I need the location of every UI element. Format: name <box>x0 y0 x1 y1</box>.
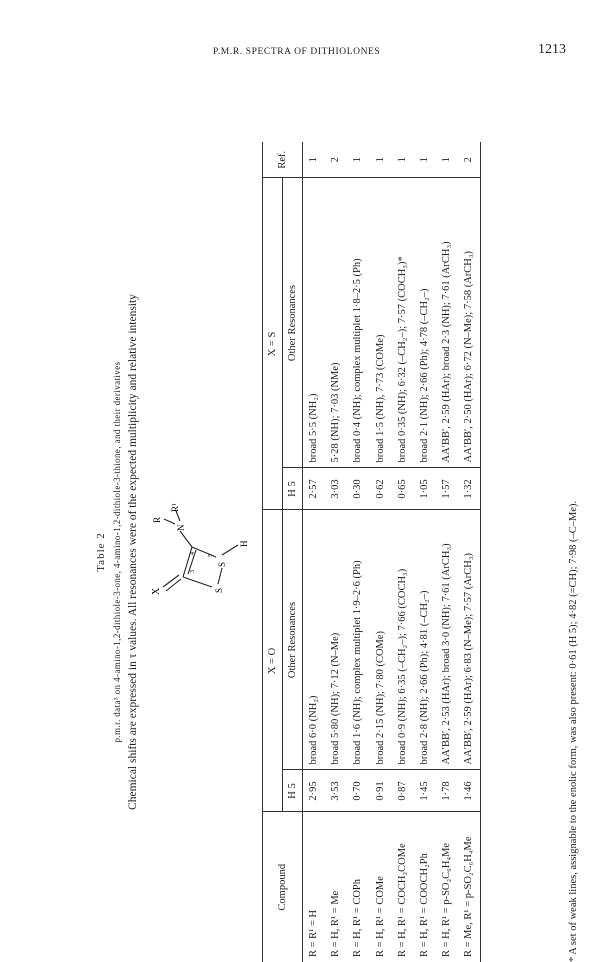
compound-cell: R = H, R¹ = COMe <box>374 876 386 957</box>
table-caption-note: Chemical shifts are expressed in τ values. All resonances were of the expected multiplicity and relative intensity <box>127 294 139 810</box>
h5-o-cell: 1·45 <box>414 770 436 812</box>
table-row <box>325 142 347 962</box>
col-header-x-o: X = O <box>263 510 283 812</box>
col-header-h5-o: H 5 <box>283 770 303 812</box>
compound-cell: R = H, R¹ = COPh <box>352 878 364 957</box>
compound-cell: R = H, R¹ = p-SO₂C₆H₄Me <box>441 842 453 957</box>
structure-label-h: H <box>239 540 249 547</box>
compound-cell: R = H, R¹ = Me <box>330 890 342 957</box>
table-row <box>414 142 436 962</box>
structure-label-n: N <box>176 524 186 531</box>
other-o-cell: broad 1·6 (NH); complex multiplet 1·9–2·6 (Ph) <box>347 510 369 770</box>
col-header-compound: Compound <box>263 812 303 962</box>
other-s-cell: broad 2·1 (NH); 2·66 (Ph); 4·78 (–CH₂–) <box>414 178 436 468</box>
table-row <box>370 142 392 962</box>
ref-cell: 2 <box>458 142 481 178</box>
structure-position-3: 3 <box>190 570 196 573</box>
structure-label-r: R <box>152 516 162 523</box>
ref-cell: 1 <box>370 142 392 178</box>
compound-cell: R = Me, R¹ = p-SO₂C₆H₄Me <box>458 812 481 962</box>
ref-cell: 1 <box>392 142 414 178</box>
h5-s-cell: 1·32 <box>458 468 481 510</box>
compound-cell: R = H, R¹ = COOCH₂Ph <box>418 853 430 957</box>
table-row <box>347 142 369 962</box>
other-s-cell: AA′BB′, 2·50 (HAr); 6·72 (N–Me); 7·58 (ArCH₃) <box>458 178 481 468</box>
ref-cell: 1 <box>436 142 458 178</box>
other-o-cell: AA′BB′, 2·53 (HAr); broad 3·0 (NH); 7·61 (ArCH₃) <box>436 510 458 770</box>
other-o-cell: broad 6·0 (NH₂) <box>303 510 326 770</box>
ref-cell: 1 <box>303 142 326 178</box>
h5-s-cell: 1·05 <box>414 468 436 510</box>
ref-cell: 2 <box>325 142 347 178</box>
other-o-cell: broad 2·8 (NH); 2·66 (Ph); 4·81 (–CH₂–) <box>414 510 436 770</box>
h5-o-cell: 1·78 <box>436 770 458 812</box>
other-o-cell: broad 2·15 (NH); 7·80 (COMe) <box>370 510 392 770</box>
col-header-other-s: Other Resonances <box>283 178 303 468</box>
other-s-cell: broad 5·5 (NH₂) <box>303 178 326 468</box>
other-s-cell: broad 0·4 (NH); complex multiplet 1·8–2·5 (Ph) <box>347 178 369 468</box>
structure-label-x: X <box>151 587 162 595</box>
ref-cell: 1 <box>414 142 436 178</box>
h5-o-cell: 0·87 <box>392 770 414 812</box>
h5-o-cell: 1·46 <box>458 770 481 812</box>
other-o-cell: AA′BB′, 2·59 (HAr); 6·83 (N–Me); 7·57 (ArCH₃) <box>458 510 481 770</box>
structure-label-r1: R¹ <box>170 503 180 512</box>
structure-position-4: 4 <box>190 552 196 555</box>
h5-s-cell: 0·30 <box>347 468 369 510</box>
compound-cell: R = R¹ = H <box>308 909 319 957</box>
col-header-ref: Ref. <box>263 142 303 178</box>
other-s-cell: 5·28 (NH); 7·03 (NMe) <box>325 178 347 468</box>
compound-cell: R = H, R¹ = COCH₂COMe <box>396 843 408 957</box>
h5-o-cell: 0·70 <box>347 770 369 812</box>
col-header-x-s: X = S <box>263 178 283 510</box>
h5-o-cell: 0·91 <box>370 770 392 812</box>
table-subtitle: p.m.r. data³ on 4-amino-1,2-dithiole-3-one, 4-amino-1,2-dithiole-3-thione, and their derivatives <box>112 361 122 743</box>
other-o-cell: broad 0·9 (NH); 6·35 (–CH₂–); 7·66 (COCH₃) <box>392 510 414 770</box>
table-row <box>436 142 458 962</box>
table-title: Table 2 <box>95 532 107 572</box>
h5-o-cell: 2·95 <box>303 770 326 812</box>
running-head: P.M.R. SPECTRA OF DITHIOLONES <box>213 47 381 57</box>
other-o-cell: broad 5·80 (NH); 7·12 (N–Me) <box>325 510 347 770</box>
page-number: 1213 <box>538 42 566 57</box>
structure-position-5: 5 <box>208 554 214 557</box>
h5-o-cell: 3·53 <box>325 770 347 812</box>
rotated-table-page <box>90 142 590 962</box>
h5-s-cell: 0·62 <box>370 468 392 510</box>
structure-label-s2: S <box>217 561 227 567</box>
h5-s-cell: 1·57 <box>436 468 458 510</box>
table-footnote: * A set of weak lines, assignable to the enolic form, was also present: 0·61 (H 5); 4·82 (=CH); 7·98 (–C–Me). <box>568 500 579 962</box>
h5-s-cell: 2·57 <box>303 468 326 510</box>
h5-s-cell: 3·03 <box>325 468 347 510</box>
table-row <box>303 142 326 962</box>
structure-label-s1: S <box>214 587 224 593</box>
other-s-cell: broad 0·35 (NH); 6·32 (–CH₂–); 7·57 (COCH₃)* <box>392 178 414 468</box>
other-s-cell: broad 1·5 (NH), 7·73 (COMe) <box>370 178 392 468</box>
dithiolone-structure-diagram <box>140 487 250 617</box>
ref-cell: 1 <box>347 142 369 178</box>
col-header-other-o: Other Resonances <box>283 510 303 770</box>
col-header-h5-s: H 5 <box>283 468 303 510</box>
h5-s-cell: 0·65 <box>392 468 414 510</box>
pmr-data-table <box>262 142 481 962</box>
table-row <box>392 142 414 962</box>
table-row <box>458 142 481 962</box>
other-s-cell: AA′BB′, 2·59 (HAr); broad 2·3 (NH); 7·61 (ArCH₃) <box>436 178 458 468</box>
